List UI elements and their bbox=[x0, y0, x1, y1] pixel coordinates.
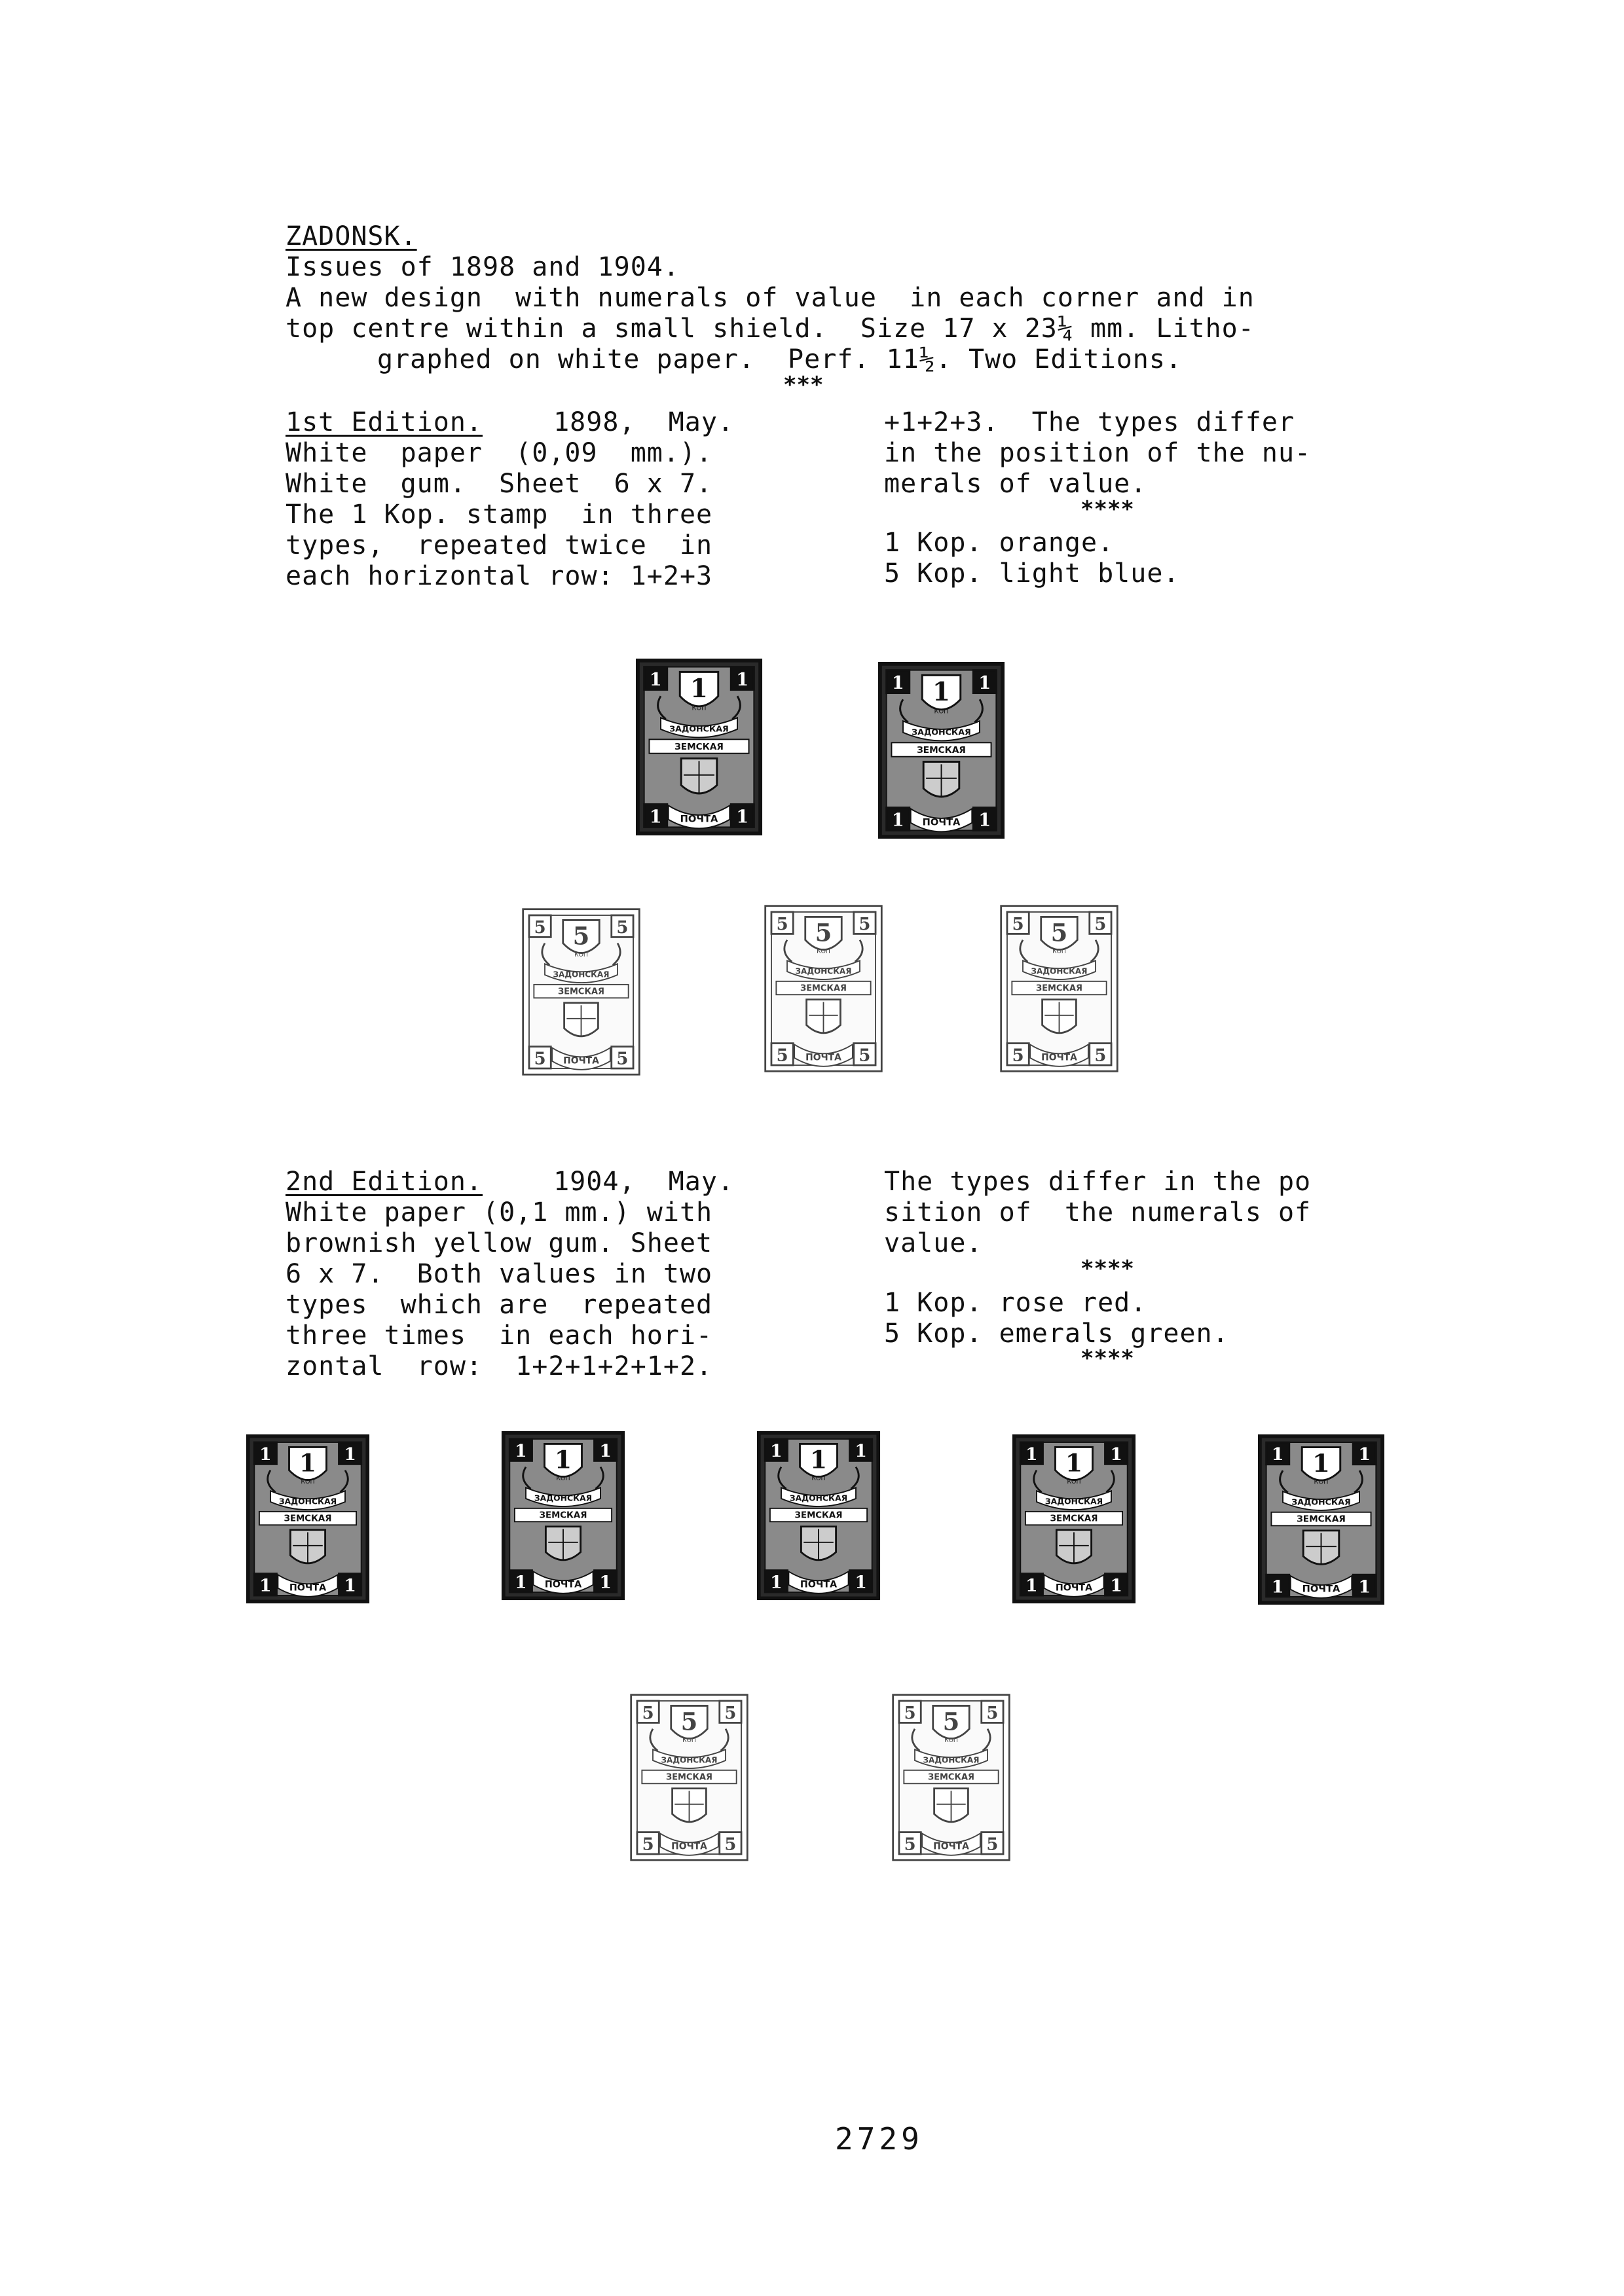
edition-1-line: 1898, May. bbox=[537, 407, 734, 437]
svg-text:ЗЕМСКАЯ: ЗЕМСКАЯ bbox=[674, 741, 724, 752]
svg-text:1: 1 bbox=[1025, 1444, 1038, 1465]
svg-text:КОП: КОП bbox=[811, 1475, 826, 1483]
svg-text:ЗЕМСКАЯ: ЗЕМСКАЯ bbox=[917, 744, 966, 756]
svg-text:КОП: КОП bbox=[574, 951, 588, 959]
svg-text:5: 5 bbox=[858, 914, 871, 934]
svg-text:1: 1 bbox=[299, 1448, 317, 1478]
svg-text:1: 1 bbox=[855, 1572, 867, 1593]
svg-text:КОП: КОП bbox=[934, 708, 949, 716]
svg-text:1: 1 bbox=[1025, 1575, 1038, 1596]
separator-stars: **** bbox=[1080, 496, 1134, 522]
svg-text:ЗЕМСКАЯ: ЗЕМСКАЯ bbox=[284, 1514, 332, 1524]
edition-2-color: 1 Kop. rose red. bbox=[884, 1288, 1147, 1318]
svg-text:КОП: КОП bbox=[944, 1737, 958, 1745]
svg-text:1: 1 bbox=[1271, 1576, 1284, 1597]
svg-text:ЗЕМСКАЯ: ЗЕМСКАЯ bbox=[666, 1772, 712, 1783]
svg-text:ПОЧТА: ПОЧТА bbox=[671, 1841, 707, 1852]
separator-stars: **** bbox=[1080, 1256, 1134, 1282]
edition-1-right-line: +1+2+3. The types differ bbox=[884, 407, 1295, 437]
stamp-1-kop-edition-1-type-2 bbox=[877, 661, 1005, 839]
edition-2-color: 5 Kop. emerals green. bbox=[884, 1319, 1229, 1349]
svg-text:5: 5 bbox=[1094, 1046, 1107, 1066]
svg-text:ЗАДОНСКАЯ: ЗАДОНСКАЯ bbox=[553, 970, 610, 979]
svg-text:ЗАДОНСКАЯ: ЗАДОНСКАЯ bbox=[669, 723, 729, 734]
svg-text:1: 1 bbox=[344, 1575, 356, 1596]
svg-text:1: 1 bbox=[855, 1441, 867, 1461]
stamp-1-kop-edition-2 bbox=[1012, 1434, 1136, 1604]
svg-text:5: 5 bbox=[776, 1046, 788, 1066]
svg-text:5: 5 bbox=[776, 914, 788, 934]
svg-text:ЗЕМСКАЯ: ЗЕМСКАЯ bbox=[794, 1510, 843, 1521]
svg-text:ЗАДОНСКАЯ: ЗАДОНСКАЯ bbox=[1044, 1497, 1103, 1506]
svg-text:5: 5 bbox=[724, 1834, 737, 1855]
edition-2-line: three times in each hori- bbox=[286, 1321, 713, 1351]
description-line-2: top centre within a small shield. Size 17 x 23¼ mm. Litho- bbox=[286, 314, 1255, 344]
svg-text:КОП: КОП bbox=[1314, 1478, 1329, 1486]
svg-text:1: 1 bbox=[1358, 1576, 1371, 1597]
svg-text:5: 5 bbox=[1050, 918, 1068, 947]
svg-text:5: 5 bbox=[642, 1703, 654, 1723]
edition-2-label: 2nd Edition. bbox=[286, 1167, 483, 1197]
svg-text:1: 1 bbox=[770, 1572, 783, 1593]
svg-text:КОП: КОП bbox=[1052, 948, 1066, 956]
svg-text:1: 1 bbox=[978, 672, 991, 693]
svg-text:5: 5 bbox=[858, 1046, 871, 1066]
svg-text:5: 5 bbox=[1012, 1046, 1024, 1066]
svg-text:КОП: КОП bbox=[556, 1475, 570, 1483]
svg-text:1: 1 bbox=[599, 1441, 612, 1461]
edition-1-label: 1st Edition. bbox=[286, 407, 483, 437]
edition-2-line: types which are repeated bbox=[286, 1290, 713, 1320]
svg-text:ЗЕМСКАЯ: ЗЕМСКАЯ bbox=[1036, 983, 1082, 994]
svg-text:1: 1 bbox=[1358, 1444, 1371, 1465]
separator-stars: *** bbox=[783, 372, 824, 398]
svg-text:1: 1 bbox=[1110, 1575, 1122, 1596]
svg-text:ЗАДОНСКАЯ: ЗАДОНСКАЯ bbox=[1291, 1497, 1351, 1507]
description-line-3: graphed on white paper. Perf. 11½. Two Editions. bbox=[377, 344, 1183, 374]
edition-1-right-line: merals of value. bbox=[884, 469, 1147, 499]
page-title: ZADONSK. bbox=[286, 221, 417, 251]
stamp-5-kop-edition-1-type-1 bbox=[521, 907, 642, 1077]
stamp-5-kop-edition-1-type-3 bbox=[999, 903, 1120, 1074]
svg-text:ЗАДОНСКАЯ: ЗАДОНСКАЯ bbox=[923, 1755, 980, 1765]
edition-1-line: The 1 Kop. stamp in three bbox=[286, 500, 713, 530]
svg-text:КОП: КОП bbox=[692, 704, 707, 712]
stamp-1-kop-edition-2 bbox=[501, 1430, 625, 1601]
svg-text:5: 5 bbox=[616, 917, 629, 938]
svg-text:ПОЧТА: ПОЧТА bbox=[1055, 1582, 1093, 1594]
edition-1-line: White gum. Sheet 6 x 7. bbox=[286, 469, 713, 499]
svg-text:ПОЧТА: ПОЧТА bbox=[922, 816, 961, 828]
svg-text:1: 1 bbox=[1065, 1448, 1083, 1478]
svg-text:ПОЧТА: ПОЧТА bbox=[1302, 1584, 1340, 1595]
edition-1-right-line: in the position of the nu- bbox=[884, 438, 1312, 468]
edition-2-line: 1904, May. bbox=[537, 1167, 734, 1197]
svg-text:5: 5 bbox=[815, 918, 832, 947]
svg-text:ЗАДОНСКАЯ: ЗАДОНСКАЯ bbox=[912, 727, 971, 737]
svg-text:ПОЧТА: ПОЧТА bbox=[680, 813, 718, 825]
svg-text:КОП: КОП bbox=[817, 948, 830, 956]
svg-text:1: 1 bbox=[736, 806, 749, 828]
description-line-1: A new design with numerals of value in each corner and in bbox=[286, 283, 1255, 313]
svg-text:5: 5 bbox=[986, 1834, 999, 1855]
svg-text:ЗЕМСКАЯ: ЗЕМСКАЯ bbox=[800, 983, 847, 994]
stamp-1-kop-edition-2 bbox=[1257, 1434, 1385, 1605]
edition-2-line: 6 x 7. Both values in two bbox=[286, 1259, 713, 1289]
svg-text:ЗАДОНСКАЯ: ЗАДОНСКАЯ bbox=[661, 1755, 718, 1765]
edition-2-line: brownish yellow gum. Sheet bbox=[286, 1228, 713, 1258]
edition-1-line: types, repeated twice in bbox=[286, 530, 713, 560]
svg-text:1: 1 bbox=[344, 1444, 356, 1465]
edition-1-color: 1 Kop. orange. bbox=[884, 528, 1115, 558]
svg-text:5: 5 bbox=[642, 1834, 654, 1855]
svg-text:КОП: КОП bbox=[1067, 1478, 1081, 1486]
svg-text:1: 1 bbox=[1110, 1444, 1122, 1465]
svg-text:1: 1 bbox=[515, 1441, 527, 1461]
svg-text:5: 5 bbox=[724, 1703, 737, 1723]
svg-text:ЗАДОНСКАЯ: ЗАДОНСКАЯ bbox=[534, 1493, 593, 1503]
edition-1-line: each horizontal row: 1+2+3 bbox=[286, 561, 713, 591]
stamp-1-kop-edition-2 bbox=[756, 1430, 881, 1601]
svg-text:КОП: КОП bbox=[682, 1737, 696, 1745]
svg-text:ЗАДОНСКАЯ: ЗАДОНСКАЯ bbox=[795, 966, 852, 976]
svg-text:ЗЕМСКАЯ: ЗЕМСКАЯ bbox=[558, 987, 604, 997]
svg-text:ПОЧТА: ПОЧТА bbox=[800, 1579, 838, 1590]
svg-text:5: 5 bbox=[534, 917, 546, 938]
svg-text:ПОЧТА: ПОЧТА bbox=[933, 1841, 969, 1852]
svg-text:ПОЧТА: ПОЧТА bbox=[1041, 1052, 1077, 1063]
svg-text:1: 1 bbox=[1312, 1449, 1331, 1478]
svg-text:5: 5 bbox=[1094, 914, 1107, 934]
svg-text:ЗАДОНСКАЯ: ЗАДОНСКАЯ bbox=[278, 1497, 337, 1506]
svg-text:1: 1 bbox=[891, 672, 904, 693]
svg-text:ПОЧТА: ПОЧТА bbox=[563, 1055, 599, 1066]
svg-text:5: 5 bbox=[534, 1049, 546, 1069]
svg-text:1: 1 bbox=[515, 1572, 527, 1593]
svg-text:ЗЕМСКАЯ: ЗЕМСКАЯ bbox=[928, 1772, 974, 1783]
separator-stars: **** bbox=[1080, 1345, 1134, 1372]
svg-text:5: 5 bbox=[904, 1834, 916, 1855]
svg-text:ЗЕМСКАЯ: ЗЕМСКАЯ bbox=[539, 1510, 587, 1521]
svg-text:ЗАДОНСКАЯ: ЗАДОНСКАЯ bbox=[789, 1493, 848, 1503]
svg-text:1: 1 bbox=[809, 1445, 828, 1474]
svg-text:1: 1 bbox=[978, 809, 991, 831]
svg-text:1: 1 bbox=[649, 806, 662, 828]
svg-text:1: 1 bbox=[1271, 1444, 1284, 1465]
edition-2-right-line: sition of the numerals of bbox=[884, 1197, 1312, 1228]
svg-text:5: 5 bbox=[616, 1049, 629, 1069]
svg-text:5: 5 bbox=[986, 1703, 999, 1723]
edition-2-line: White paper (0,1 mm.) with bbox=[286, 1197, 713, 1228]
svg-text:5: 5 bbox=[904, 1703, 916, 1723]
svg-text:5: 5 bbox=[572, 921, 590, 951]
edition-2-right-line: value. bbox=[884, 1228, 983, 1258]
stamp-1-kop-edition-1-type-1 bbox=[635, 658, 763, 836]
edition-2-line: zontal row: 1+2+1+2+1+2. bbox=[286, 1351, 713, 1381]
svg-text:ЗЕМСКАЯ: ЗЕМСКАЯ bbox=[1050, 1514, 1098, 1524]
svg-text:1: 1 bbox=[932, 677, 951, 708]
svg-text:1: 1 bbox=[599, 1572, 612, 1593]
stamp-5-kop-edition-1-type-2 bbox=[763, 903, 884, 1074]
edition-1-line: White paper (0,09 mm.). bbox=[286, 438, 713, 468]
edition-1-color: 5 Kop. light blue. bbox=[884, 558, 1180, 589]
svg-text:1: 1 bbox=[690, 674, 709, 704]
svg-text:ЗЕМСКАЯ: ЗЕМСКАЯ bbox=[1297, 1514, 1346, 1525]
svg-text:5: 5 bbox=[1012, 914, 1024, 934]
svg-text:ПОЧТА: ПОЧТА bbox=[805, 1052, 841, 1063]
stamp-5-kop-edition-2-type-1 bbox=[629, 1692, 750, 1863]
stamp-1-kop-edition-2 bbox=[246, 1434, 370, 1604]
svg-text:1: 1 bbox=[891, 809, 904, 831]
svg-text:КОП: КОП bbox=[301, 1478, 315, 1486]
svg-text:5: 5 bbox=[680, 1707, 698, 1736]
svg-text:ЗАДОНСКАЯ: ЗАДОНСКАЯ bbox=[1031, 966, 1088, 976]
svg-text:1: 1 bbox=[736, 668, 749, 690]
svg-text:1: 1 bbox=[770, 1441, 783, 1461]
stamp-5-kop-edition-2-type-2 bbox=[891, 1692, 1012, 1863]
svg-text:1: 1 bbox=[554, 1445, 572, 1474]
svg-text:ПОЧТА: ПОЧТА bbox=[289, 1582, 327, 1594]
svg-text:ПОЧТА: ПОЧТА bbox=[544, 1579, 582, 1590]
svg-text:1: 1 bbox=[259, 1575, 272, 1596]
issues-line: Issues of 1898 and 1904. bbox=[286, 252, 680, 282]
edition-2-right-line: The types differ in the po bbox=[884, 1167, 1312, 1197]
svg-text:1: 1 bbox=[259, 1444, 272, 1465]
svg-text:1: 1 bbox=[649, 668, 662, 690]
page-number: 2729 bbox=[835, 2121, 923, 2157]
svg-text:5: 5 bbox=[942, 1707, 960, 1736]
